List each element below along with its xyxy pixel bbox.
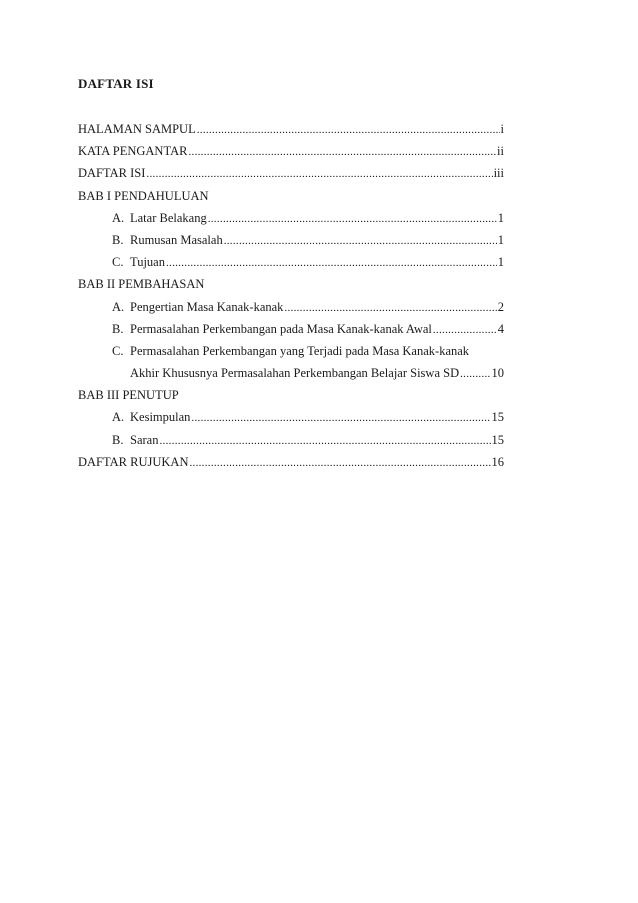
toc-page-number: iii <box>493 166 504 181</box>
toc-item-marker: A. <box>112 410 125 425</box>
toc-entry-daftar-rujukan <box>78 451 504 473</box>
toc-page-number: 1 <box>497 255 504 270</box>
toc-entry-daftar-isi <box>78 162 504 184</box>
toc-item-marker: B. <box>112 432 124 447</box>
toc-item-marker: B. <box>112 232 124 247</box>
toc-entry-halaman-sampul <box>78 118 504 140</box>
toc-page-number: 10 <box>491 366 504 381</box>
toc-entry-label: Latar Belakang <box>130 210 207 225</box>
table-of-contents <box>78 118 504 473</box>
toc-page-number: 4 <box>497 321 504 336</box>
toc-entry-permasalahan-akhir <box>78 340 504 362</box>
toc-entry-label: Akhir Khususnya Permasalahan Perkembangan Belajar Siswa SD <box>130 366 460 381</box>
toc-item-marker: C. <box>112 255 124 270</box>
toc-entry-saran <box>78 429 504 451</box>
toc-item-marker: B. <box>112 321 124 336</box>
toc-entry-permasalahan-akhir-continued <box>78 362 504 384</box>
toc-item-marker: A. <box>112 299 125 314</box>
toc-leader-dots <box>166 252 497 274</box>
toc-leader-dots <box>159 430 490 452</box>
toc-page-number: 15 <box>491 432 504 447</box>
toc-entry-label: Saran <box>130 432 159 447</box>
toc-page-number: 16 <box>491 454 504 469</box>
toc-chapter-bab-3 <box>78 384 504 406</box>
toc-item-marker: A. <box>112 210 125 225</box>
toc-page-number: 15 <box>491 410 504 425</box>
toc-entry-label: Kesimpulan <box>130 410 191 425</box>
toc-entry-label: Permasalahan Perkembangan yang Terjadi pada Masa Kanak-kanak <box>130 343 470 358</box>
toc-leader-dots <box>460 363 490 385</box>
toc-entry-kesimpulan <box>78 406 504 428</box>
toc-leader-dots <box>188 141 496 163</box>
toc-entry-kata-pengantar <box>78 140 504 162</box>
toc-chapter-bab-2 <box>78 273 504 295</box>
toc-entry-label: DAFTAR RUJUKAN <box>78 454 189 469</box>
toc-entry-label: KATA PENGANTAR <box>78 144 188 159</box>
toc-entry-rumusan-masalah <box>78 229 504 251</box>
toc-entry-pengertian <box>78 296 504 318</box>
toc-item-marker: C. <box>112 343 124 358</box>
toc-leader-dots <box>284 297 496 319</box>
page-title: DAFTAR ISI <box>78 76 154 91</box>
toc-page-number: 1 <box>497 232 504 247</box>
toc-entry-label: Permasalahan Perkembangan pada Masa Kanak-kanak Awal <box>130 321 432 336</box>
toc-entry-label: HALAMAN SAMPUL <box>78 122 196 136</box>
toc-page-number: 2 <box>497 299 504 314</box>
toc-entry-latar-belakang <box>78 207 504 229</box>
toc-leader-dots <box>191 407 490 429</box>
toc-page-number: i <box>500 122 504 136</box>
toc-page-number: ii <box>497 144 504 159</box>
toc-entry-label: DAFTAR ISI <box>78 166 146 181</box>
toc-leader-dots <box>224 230 497 252</box>
toc-entry-label: Tujuan <box>130 255 165 270</box>
toc-entry-label: Pengertian Masa Kanak-kanak <box>130 299 284 314</box>
toc-page-number: 1 <box>497 210 504 225</box>
toc-leader-dots <box>146 163 492 185</box>
toc-chapter-heading: BAB I PENDAHULUAN <box>78 188 209 203</box>
toc-leader-dots <box>189 452 490 474</box>
toc-chapter-heading: BAB III PENUTUP <box>78 388 179 403</box>
toc-leader-dots <box>433 319 497 341</box>
toc-chapter-heading: BAB II PEMBAHASAN <box>78 277 205 292</box>
toc-chapter-bab-1 <box>78 185 504 207</box>
toc-leader-dots <box>197 119 500 141</box>
toc-entry-permasalahan-awal <box>78 318 504 340</box>
toc-entry-tujuan <box>78 251 504 273</box>
toc-leader-dots <box>208 208 497 230</box>
toc-entry-label: Rumusan Masalah <box>130 232 223 247</box>
